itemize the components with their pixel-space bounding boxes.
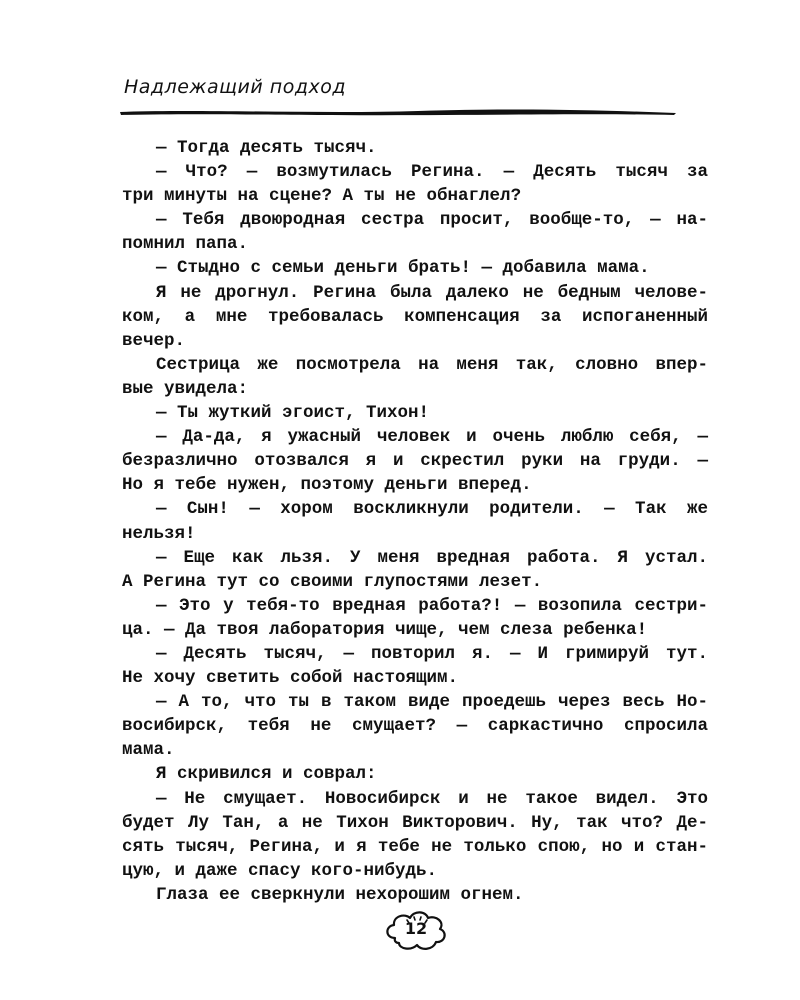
text-line: — Ты жуткий эгоист, Тихон! [156, 403, 430, 424]
text-line: — Еще как льзя. У меня вредная работа. Я устал. [156, 547, 708, 568]
page-number-badge [381, 906, 451, 956]
text-line: вечер. [122, 330, 186, 351]
text-line: — Это у тебя-то вредная работа?! — возопила сестри- [156, 595, 708, 616]
text-line: ком, а мне требовалась компенсация за испоганенный [122, 306, 708, 327]
text-line: — Стыдно с семьи деньги брать! — добавила мама. [156, 258, 650, 279]
text-line: сять тысяч, Регина, и я тебе не только спою, но и стан- [122, 836, 708, 857]
text-line: Сестрица же посмотрела на меня так, словно впер- [156, 354, 708, 375]
text-line: — Десять тысяч, — повторил я. — И гримируй тут. [156, 643, 708, 664]
text-line: ца. — Да твоя лаборатория чище, чем слеза ребенка! [122, 619, 648, 640]
text-line: Не хочу светить собой настоящим. [122, 668, 459, 689]
running-title: Надлежащий подход [124, 76, 346, 98]
text-line: вые увидела: [122, 378, 249, 399]
text-line: Глаза ее сверкнули нехорошим огнем. [156, 884, 524, 905]
text-line: — Что? — возмутилась Регина. — Десять тысяч за [156, 162, 708, 183]
text-line: будет Лу Тан, а не Тихон Викторович. Ну, так что? Де- [122, 812, 708, 833]
text-line: Я скривился и соврал: [156, 764, 377, 785]
text-line: Я не дрогнул. Регина была далеко не бедным челове- [156, 282, 708, 303]
text-line: мама. [122, 740, 175, 761]
text-line: три минуты на сцене? А ты не обнаглел? [122, 186, 522, 207]
text-line: — А то, что ты в таком виде проедешь через весь Но- [156, 692, 708, 713]
brush-underline [118, 104, 678, 118]
text-line: помнил папа. [122, 234, 249, 255]
text-line: — Тогда десять тысяч. [156, 138, 377, 158]
text-line: — Не смущает. Новосибирск и не такое видел. Это [156, 788, 708, 809]
text-line: — Да-да, я ужасный человек и очень люблю себя, — [156, 427, 708, 448]
text-line: цую, и даже спасу кого-нибудь. [122, 860, 438, 881]
text-line: — Тебя двоюродная сестра просит, вообще-то, — на- [156, 210, 708, 231]
text-line: — Сын! — хором воскликнули родители. — Так же [156, 499, 708, 520]
text-line: безразлично отозвался я и скрестил руки на груди. — [122, 451, 708, 472]
page-number: 12 [404, 919, 428, 938]
text-line: А Регина тут со своими глупостями лезет. [122, 571, 543, 592]
body-text [122, 136, 708, 907]
text-line: Но я тебе нужен, поэтому деньги вперед. [122, 475, 532, 496]
text-line: восибирск, тебя не смущает? — саркастично спросила [122, 716, 708, 737]
text-line: нельзя! [122, 523, 196, 544]
